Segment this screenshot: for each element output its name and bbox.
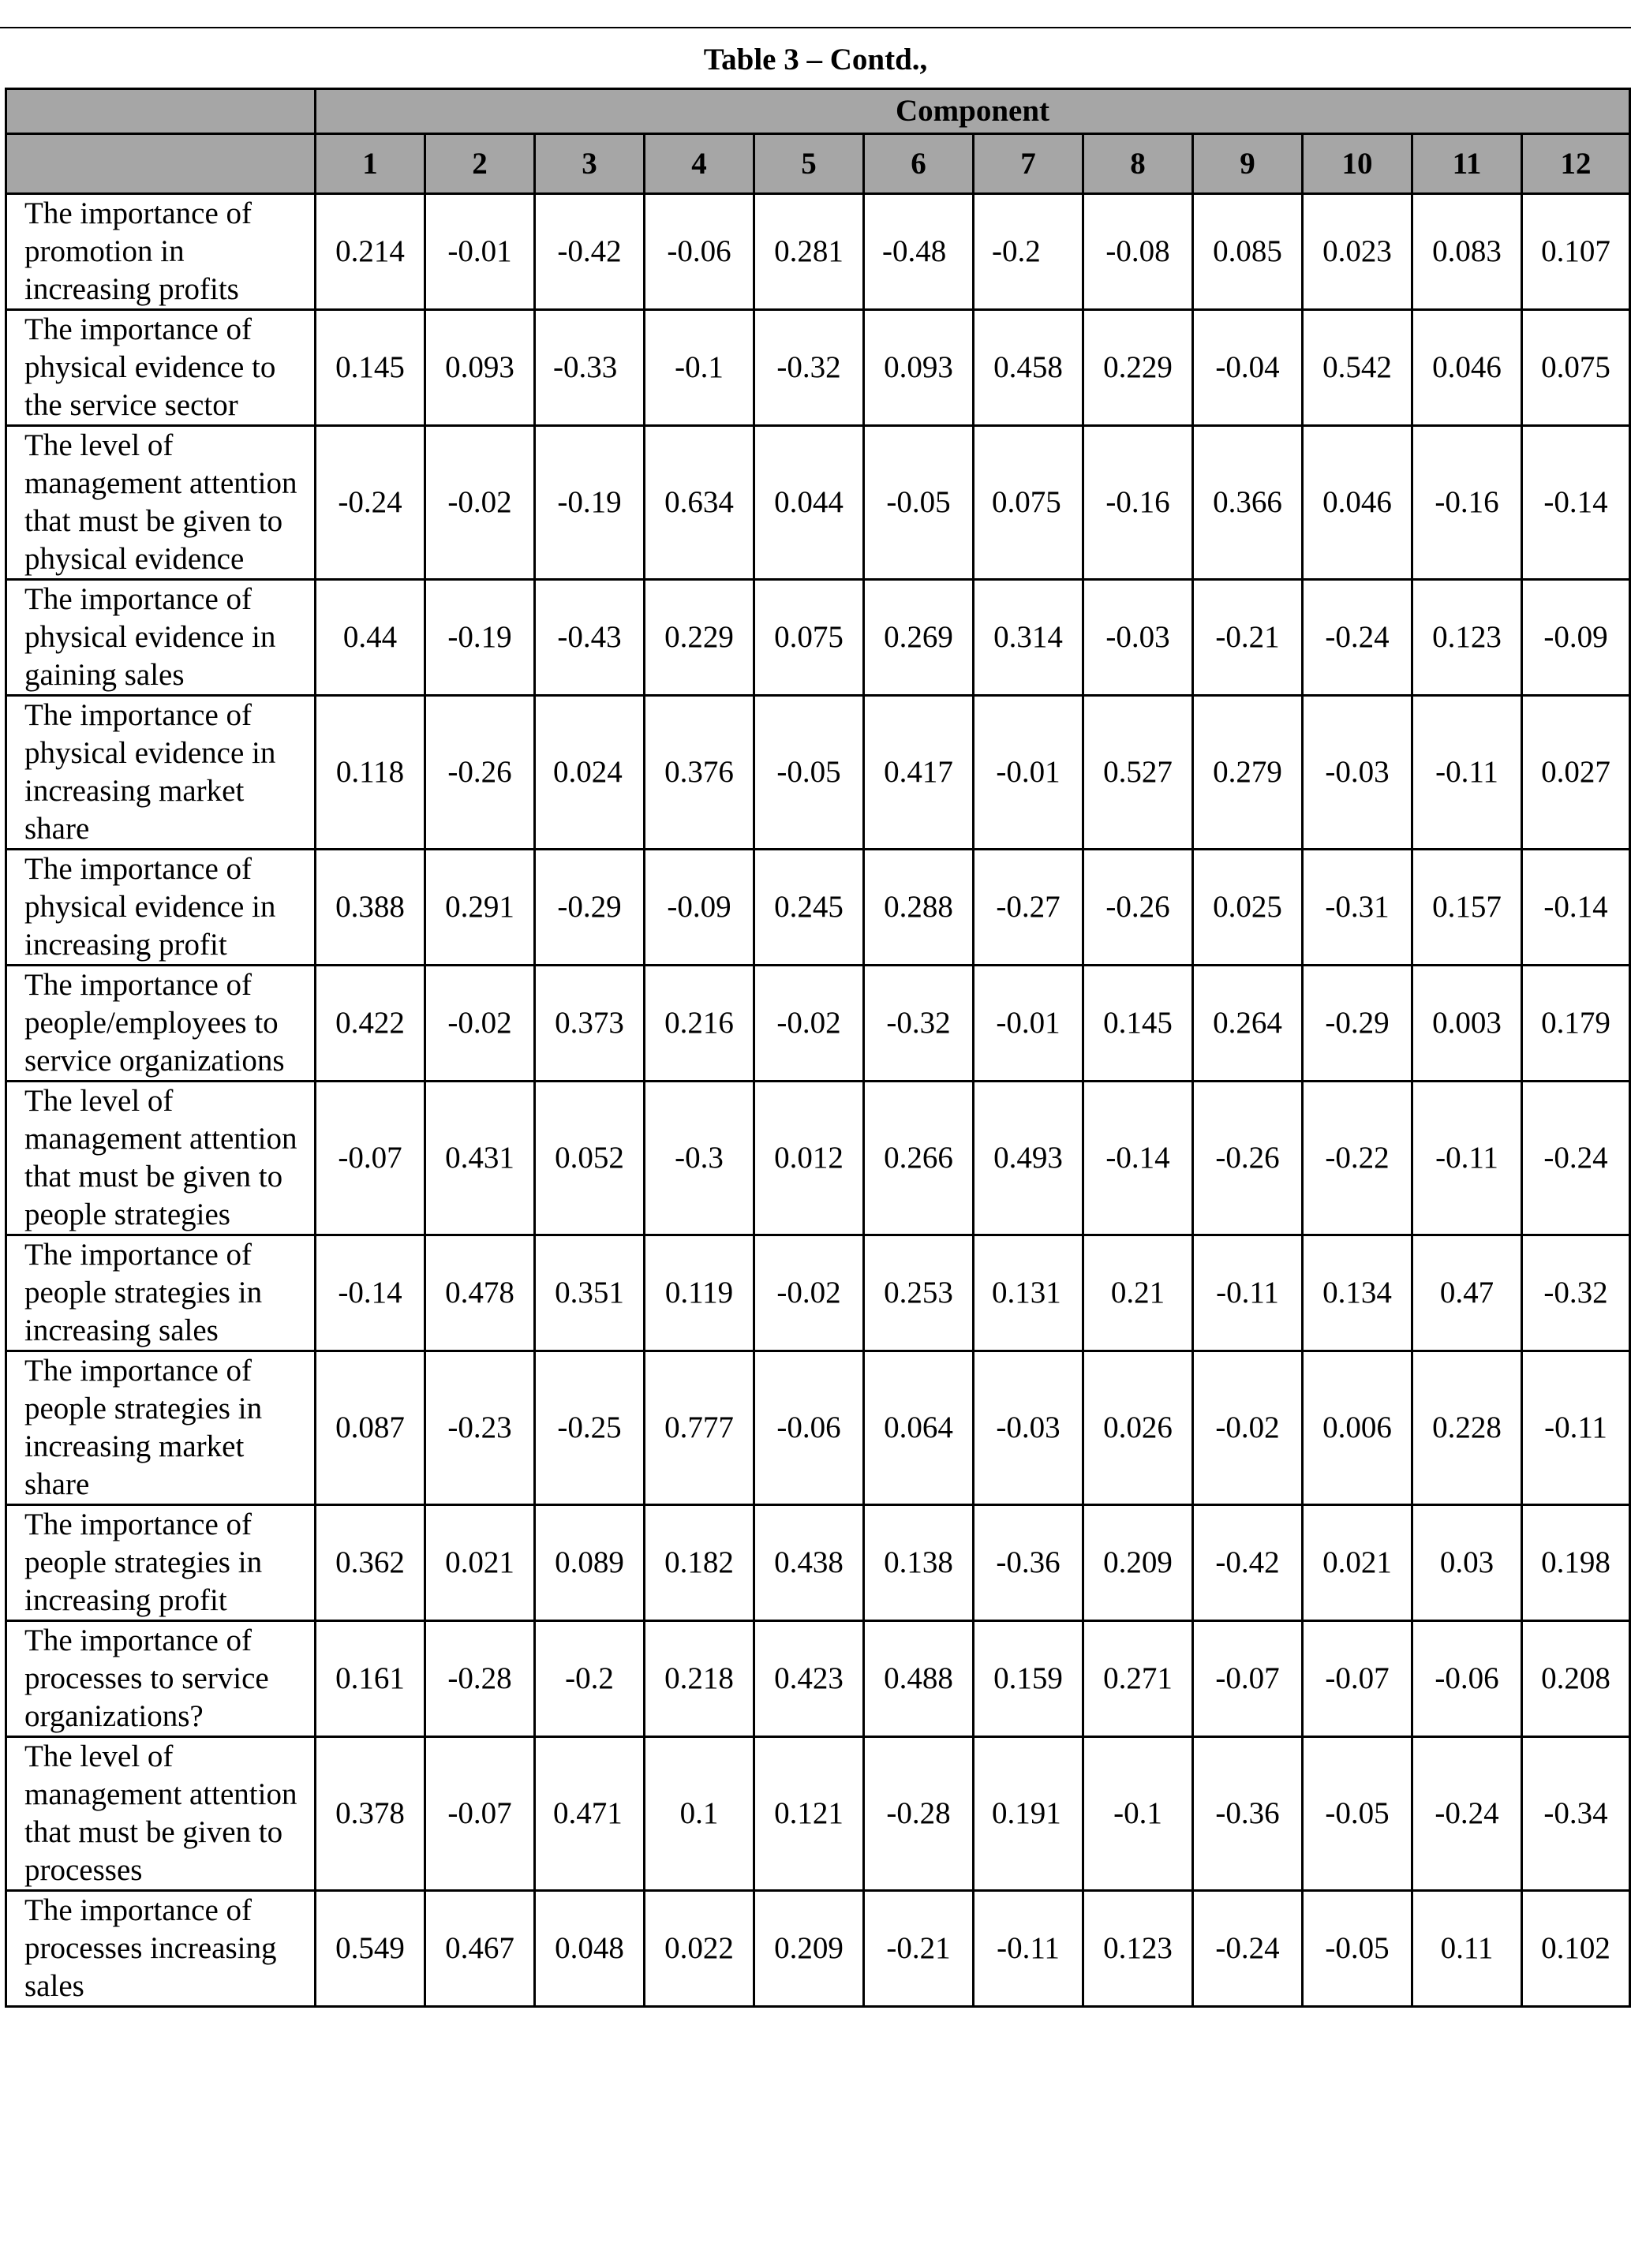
value-cell: 0.229 (1083, 310, 1193, 426)
header-corner-cell (6, 89, 316, 134)
table-row (6, 194, 1630, 310)
value-cell: -0.05 (1303, 1737, 1412, 1891)
value-cell: 0.245 (754, 850, 864, 966)
table-row (6, 850, 1630, 966)
value-cell: -0.34 (1522, 1737, 1630, 1891)
value-cell: -0.48 (864, 194, 974, 310)
value-cell: 0.366 (1193, 426, 1303, 580)
row-label: The importance of physical evidence to the service sector (6, 310, 316, 426)
value-cell: 0.123 (1412, 580, 1522, 696)
value-cell: -0.03 (1083, 580, 1193, 696)
value-cell: 0.03 (1412, 1505, 1522, 1621)
value-cell: -0.43 (535, 580, 645, 696)
value-cell: 0.198 (1522, 1505, 1630, 1621)
value-cell: 0.1 (645, 1737, 754, 1891)
value-cell: 0.006 (1303, 1351, 1412, 1505)
value-cell: 0.271 (1083, 1621, 1193, 1737)
value-cell: 0.777 (645, 1351, 754, 1505)
value-cell: 0.075 (1522, 310, 1630, 426)
value-cell: -0.19 (535, 426, 645, 580)
value-cell: -0.36 (1193, 1737, 1303, 1891)
value-cell: -0.16 (1083, 426, 1193, 580)
value-cell: 0.118 (316, 696, 425, 850)
value-cell: -0.02 (754, 966, 864, 1082)
value-cell: 0.458 (974, 310, 1083, 426)
row-label: The importance of people strategies in increasing sales (6, 1235, 316, 1351)
value-cell: -0.11 (1412, 696, 1522, 850)
value-cell: 0.021 (1303, 1505, 1412, 1621)
value-cell: 0.266 (864, 1082, 974, 1235)
value-cell: 0.107 (1522, 194, 1630, 310)
component-number-header: 10 (1303, 134, 1412, 194)
value-cell: -0.19 (425, 580, 535, 696)
row-label: The importance of people strategies in increasing profit (6, 1505, 316, 1621)
value-cell: 0.134 (1303, 1235, 1412, 1351)
table-row (6, 1235, 1630, 1351)
value-cell: -0.14 (316, 1235, 425, 1351)
value-cell: -0.36 (974, 1505, 1083, 1621)
value-cell: -0.09 (1522, 580, 1630, 696)
value-cell: 0.362 (316, 1505, 425, 1621)
value-cell: 0.218 (645, 1621, 754, 1737)
row-label: The importance of physical evidence in increasing market share (6, 696, 316, 850)
component-number-header: 2 (425, 134, 535, 194)
value-cell: 0.542 (1303, 310, 1412, 426)
value-cell: 0.291 (425, 850, 535, 966)
value-cell: -0.02 (1193, 1351, 1303, 1505)
component-number-header: 3 (535, 134, 645, 194)
value-cell: -0.05 (754, 696, 864, 850)
value-cell: -0.28 (425, 1621, 535, 1737)
value-cell: -0.07 (425, 1737, 535, 1891)
header-row-group (6, 89, 1630, 134)
value-cell: 0.47 (1412, 1235, 1522, 1351)
component-number-header: 4 (645, 134, 754, 194)
value-cell: -0.02 (754, 1235, 864, 1351)
value-cell: 0.024 (535, 696, 645, 850)
value-cell: -0.26 (1193, 1082, 1303, 1235)
value-cell: 0.026 (1083, 1351, 1193, 1505)
value-cell: -0.31 (1303, 850, 1412, 966)
value-cell: -0.06 (754, 1351, 864, 1505)
value-cell: 0.023 (1303, 194, 1412, 310)
value-cell: 0.438 (754, 1505, 864, 1621)
value-cell: -0.11 (1412, 1082, 1522, 1235)
value-cell: -0.06 (645, 194, 754, 310)
value-cell: 0.471 (535, 1737, 645, 1891)
row-label: The importance of physical evidence in gaining sales (6, 580, 316, 696)
value-cell: -0.07 (1193, 1621, 1303, 1737)
value-cell: 0.131 (974, 1235, 1083, 1351)
row-label: The importance of processes to service organizations? (6, 1621, 316, 1737)
value-cell: -0.03 (974, 1351, 1083, 1505)
value-cell: -0.11 (1522, 1351, 1630, 1505)
value-cell: -0.25 (535, 1351, 645, 1505)
value-cell: -0.05 (864, 426, 974, 580)
value-cell: 0.022 (645, 1891, 754, 2007)
component-number-header: 11 (1412, 134, 1522, 194)
value-cell: 0.159 (974, 1621, 1083, 1737)
value-cell: -0.03 (1303, 696, 1412, 850)
value-cell: 0.093 (864, 310, 974, 426)
value-cell: 0.376 (645, 696, 754, 850)
table-row (6, 426, 1630, 580)
value-cell: 0.179 (1522, 966, 1630, 1082)
value-cell: 0.228 (1412, 1351, 1522, 1505)
table-row (6, 966, 1630, 1082)
value-cell: -0.05 (1303, 1891, 1412, 2007)
value-cell: 0.253 (864, 1235, 974, 1351)
value-cell: 0.216 (645, 966, 754, 1082)
value-cell: -0.1 (645, 310, 754, 426)
value-cell: 0.478 (425, 1235, 535, 1351)
value-cell: 0.138 (864, 1505, 974, 1621)
value-cell: -0.26 (1083, 850, 1193, 966)
value-cell: 0.269 (864, 580, 974, 696)
value-cell: -0.16 (1412, 426, 1522, 580)
component-number-header: 9 (1193, 134, 1303, 194)
value-cell: 0.423 (754, 1621, 864, 1737)
header-corner-cell (6, 134, 316, 194)
value-cell: 0.351 (535, 1235, 645, 1351)
value-cell: 0.288 (864, 850, 974, 966)
component-number-header: 1 (316, 134, 425, 194)
value-cell: 0.431 (425, 1082, 535, 1235)
value-cell: -0.33 (535, 310, 645, 426)
value-cell: 0.025 (1193, 850, 1303, 966)
value-cell: 0.388 (316, 850, 425, 966)
value-cell: 0.087 (316, 1351, 425, 1505)
value-cell: -0.24 (1412, 1737, 1522, 1891)
value-cell: 0.093 (425, 310, 535, 426)
value-cell: -0.02 (425, 966, 535, 1082)
value-cell: 0.527 (1083, 696, 1193, 850)
value-cell: -0.1 (1083, 1737, 1193, 1891)
value-cell: 0.044 (754, 426, 864, 580)
value-cell: 0.21 (1083, 1235, 1193, 1351)
value-cell: -0.21 (864, 1891, 974, 2007)
value-cell: 0.264 (1193, 966, 1303, 1082)
table-row (6, 1351, 1630, 1505)
value-cell: 0.467 (425, 1891, 535, 2007)
value-cell: 0.279 (1193, 696, 1303, 850)
value-cell: 0.229 (645, 580, 754, 696)
value-cell: 0.046 (1412, 310, 1522, 426)
value-cell: -0.22 (1303, 1082, 1412, 1235)
value-cell: 0.021 (425, 1505, 535, 1621)
value-cell: 0.378 (316, 1737, 425, 1891)
value-cell: -0.07 (316, 1082, 425, 1235)
component-number-header: 5 (754, 134, 864, 194)
row-label: The level of management attention that must be given to physical evidence (6, 426, 316, 580)
row-label: The importance of people strategies in increasing market share (6, 1351, 316, 1505)
value-cell: -0.24 (1193, 1891, 1303, 2007)
value-cell: -0.24 (316, 426, 425, 580)
table-row (6, 1505, 1630, 1621)
value-cell: 0.214 (316, 194, 425, 310)
value-cell: -0.42 (1193, 1505, 1303, 1621)
value-cell: 0.075 (974, 426, 1083, 580)
value-cell: -0.06 (1412, 1621, 1522, 1737)
value-cell: -0.32 (1522, 1235, 1630, 1351)
value-cell: -0.28 (864, 1737, 974, 1891)
value-cell: 0.048 (535, 1891, 645, 2007)
value-cell: -0.32 (754, 310, 864, 426)
row-label: The importance of physical evidence in increasing profit (6, 850, 316, 966)
value-cell: -0.14 (1522, 426, 1630, 580)
value-cell: -0.3 (645, 1082, 754, 1235)
component-number-header: 8 (1083, 134, 1193, 194)
value-cell: 0.003 (1412, 966, 1522, 1082)
value-cell: 0.145 (316, 310, 425, 426)
value-cell: 0.191 (974, 1737, 1083, 1891)
value-cell: 0.209 (1083, 1505, 1193, 1621)
value-cell: -0.2 (974, 194, 1083, 310)
value-cell: 0.064 (864, 1351, 974, 1505)
value-cell: -0.27 (974, 850, 1083, 966)
table-row (6, 1082, 1630, 1235)
value-cell: -0.04 (1193, 310, 1303, 426)
row-label: The level of management attention that must be given to people strategies (6, 1082, 316, 1235)
value-cell: -0.23 (425, 1351, 535, 1505)
component-table (5, 88, 1631, 2008)
table-body (6, 194, 1630, 2007)
table-row (6, 1737, 1630, 1891)
table-row (6, 580, 1630, 696)
value-cell: 0.123 (1083, 1891, 1193, 2007)
value-cell: -0.29 (1303, 966, 1412, 1082)
value-cell: -0.14 (1083, 1082, 1193, 1235)
value-cell: -0.02 (425, 426, 535, 580)
value-cell: -0.2 (535, 1621, 645, 1737)
value-cell: 0.102 (1522, 1891, 1630, 2007)
value-cell: 0.314 (974, 580, 1083, 696)
value-cell: -0.08 (1083, 194, 1193, 310)
value-cell: 0.145 (1083, 966, 1193, 1082)
value-cell: -0.11 (974, 1891, 1083, 2007)
table-row (6, 1621, 1630, 1737)
row-label: The importance of people/employees to service organizations (6, 966, 316, 1082)
value-cell: 0.417 (864, 696, 974, 850)
value-cell: 0.209 (754, 1891, 864, 2007)
top-rule (0, 27, 1631, 28)
value-cell: -0.24 (1303, 580, 1412, 696)
value-cell: 0.11 (1412, 1891, 1522, 2007)
value-cell: 0.373 (535, 966, 645, 1082)
value-cell: -0.01 (425, 194, 535, 310)
value-cell: 0.44 (316, 580, 425, 696)
header-row-numbers (6, 134, 1630, 194)
table-row (6, 310, 1630, 426)
value-cell: 0.075 (754, 580, 864, 696)
value-cell: -0.42 (535, 194, 645, 310)
value-cell: 0.208 (1522, 1621, 1630, 1737)
row-label: The importance of processes increasing sales (6, 1891, 316, 2007)
value-cell: 0.027 (1522, 696, 1630, 850)
value-cell: 0.549 (316, 1891, 425, 2007)
value-cell: -0.01 (974, 696, 1083, 850)
value-cell: -0.32 (864, 966, 974, 1082)
value-cell: 0.493 (974, 1082, 1083, 1235)
component-number-header: 6 (864, 134, 974, 194)
value-cell: -0.11 (1193, 1235, 1303, 1351)
value-cell: -0.14 (1522, 850, 1630, 966)
value-cell: 0.488 (864, 1621, 974, 1737)
table-caption: Table 3 – Contd., (703, 43, 928, 77)
value-cell: 0.182 (645, 1505, 754, 1621)
value-cell: -0.29 (535, 850, 645, 966)
row-label: The level of management attention that must be given to processes (6, 1737, 316, 1891)
value-cell: 0.089 (535, 1505, 645, 1621)
value-cell: 0.052 (535, 1082, 645, 1235)
row-label: The importance of promotion in increasing profits (6, 194, 316, 310)
value-cell: -0.24 (1522, 1082, 1630, 1235)
value-cell: 0.083 (1412, 194, 1522, 310)
component-group-header: Component (316, 89, 1630, 134)
component-number-header: 7 (974, 134, 1083, 194)
component-number-header: 12 (1522, 134, 1630, 194)
value-cell: -0.07 (1303, 1621, 1412, 1737)
value-cell: 0.634 (645, 426, 754, 580)
value-cell: 0.157 (1412, 850, 1522, 966)
value-cell: -0.01 (974, 966, 1083, 1082)
value-cell: 0.121 (754, 1737, 864, 1891)
value-cell: -0.21 (1193, 580, 1303, 696)
table-row (6, 696, 1630, 850)
value-cell: 0.012 (754, 1082, 864, 1235)
value-cell: 0.422 (316, 966, 425, 1082)
value-cell: -0.26 (425, 696, 535, 850)
table-row (6, 1891, 1630, 2007)
value-cell: 0.085 (1193, 194, 1303, 310)
value-cell: 0.161 (316, 1621, 425, 1737)
value-cell: 0.281 (754, 194, 864, 310)
value-cell: 0.046 (1303, 426, 1412, 580)
value-cell: 0.119 (645, 1235, 754, 1351)
value-cell: -0.09 (645, 850, 754, 966)
